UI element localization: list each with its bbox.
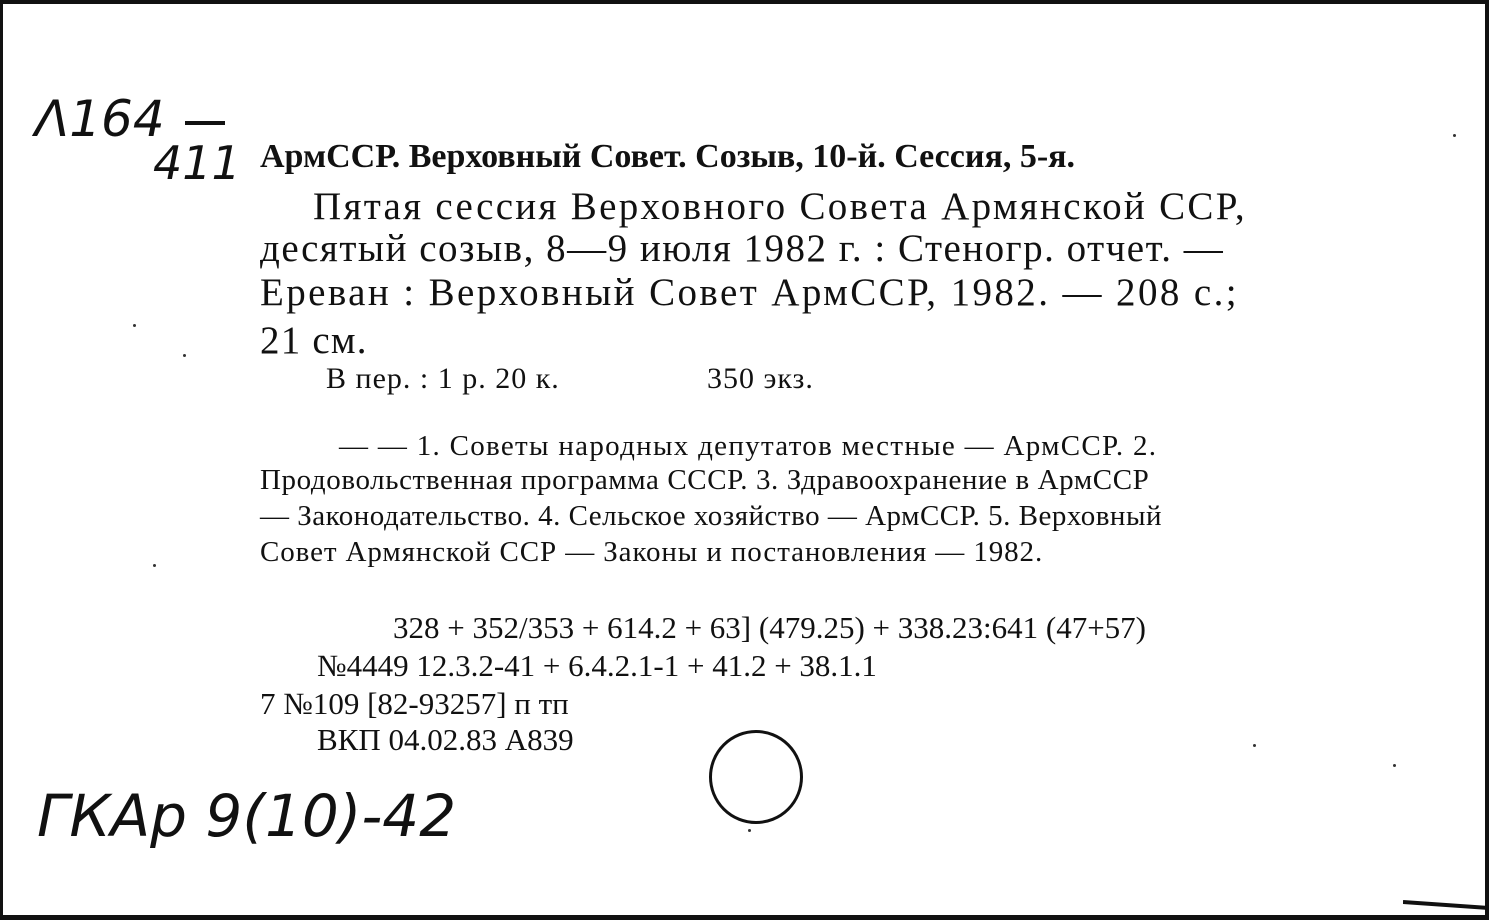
edge-scuff xyxy=(1403,900,1489,910)
price-line: В пер. : 1 р. 20 к. xyxy=(326,362,560,395)
card-heading: АрмССР. Верховный Совет. Созыв, 10-й. Сессия, 5-я. xyxy=(260,138,1076,175)
description-line-1: Пятая сессия Верховного Совета Армянской ССР, xyxy=(313,185,1247,228)
number-line: №4449 12.3.2-41 + 6.4.2.1-1 + 41.2 + 38.1.1 xyxy=(317,648,877,683)
description-line-4: 21 см. xyxy=(260,319,368,362)
punch-hole-circle xyxy=(709,730,803,824)
handwritten-code-main: Λ164 xyxy=(35,90,165,148)
scan-speck xyxy=(748,829,751,832)
subjects-line-4: Совет Армянской ССР — Законы и постановления — 1982. xyxy=(260,536,1044,568)
handwritten-code-sub: 411 xyxy=(153,136,241,190)
scan-speck xyxy=(153,564,156,567)
scan-speck xyxy=(183,354,186,357)
description-line-2: десятый созыв, 8—9 июля 1982 г. : Стеногр. отчет. — xyxy=(260,227,1225,270)
handwritten-bottom-code: ГКАр 9(10)-42 xyxy=(37,782,457,850)
subjects-line-3: — Законодательство. 4. Сельское хозяйство — АрмССР. 5. Верховный xyxy=(260,500,1162,532)
copies-count: 350 экз. xyxy=(707,362,814,395)
description-line-3: Ереван : Верховный Совет АрмССР, 1982. — 208 с.; xyxy=(260,271,1239,314)
vkp-line: ВКП 04.02.83 А839 xyxy=(317,722,574,757)
scan-speck xyxy=(1393,764,1396,767)
scan-speck xyxy=(1453,134,1456,137)
subjects-line-2: Продовольственная программа СССР. 3. Здравоохранение в АрмССР xyxy=(260,464,1150,496)
scan-speck xyxy=(133,324,136,327)
subjects-line-1: — — 1. Советы народных депутатов местные — АрмССР. 2. xyxy=(339,430,1158,462)
order-line: 7 №109 [82-93257] п тп xyxy=(260,686,569,721)
classification-index: 328 + 352/353 + 614.2 + 63] (479.25) + 338.23:641 (47+57) xyxy=(393,610,1147,645)
handwritten-overline xyxy=(185,121,225,125)
scan-speck xyxy=(1253,744,1256,747)
